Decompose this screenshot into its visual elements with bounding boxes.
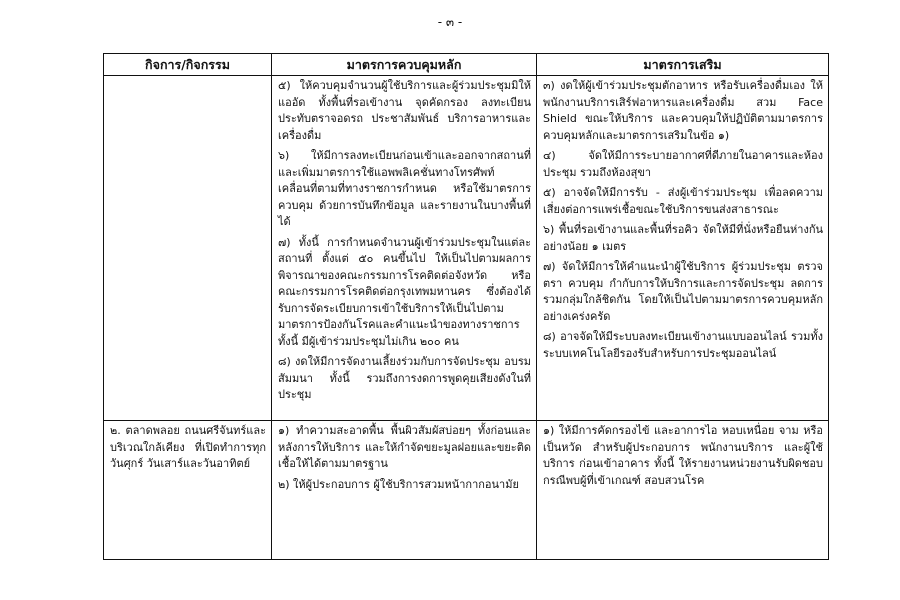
measure-item: ๖) พื้นที่รอเข้างานและพื้นที่รอคิว จัดให้มีที่นั่งหรือยืนห่างกันอย่างน้อย ๑ เมตร xyxy=(543,223,823,253)
measure-item: ๔) จัดให้มีการระบายอากาศที่ดีภายในอาคารและห้องประชุม รวมถึงห้องสุขา xyxy=(543,149,823,179)
measure-item: ๕) ให้ควบคุมจำนวนผู้ใช้บริการและผู้ร่วมประชุมมิให้แออัด ทั้งพื้นที่รอเข้างาน จุดคัดกรอง ลงทะเบียน ประทับตราจอดรถ ประชาสัมพันธ์ บริการอาหารและเครื่องดื่ม xyxy=(278,79,531,142)
measures-table xyxy=(103,53,829,560)
activity-cell: ๒. ตลาดพลอย ถนนศรีจันทร์และบริเวณใกล้เคียง ที่เปิดทำการทุกวันศุกร์ วันเสาร์และวันอาทิตย์ xyxy=(104,421,272,560)
measure-item: ๘) อาจจัดให้มีระบบลงทะเบียนเข้างานแบบออนไลน์ รวมทั้งระบบเทคโนโลยีรองรับสำหรับการประชุมออนไลน์ xyxy=(543,330,823,360)
supplementary-measures-cell xyxy=(537,421,829,560)
main-measures-cell xyxy=(272,76,537,421)
supplementary-measures-cell xyxy=(537,76,829,421)
header-main-measures: มาตรการควบคุมหลัก xyxy=(272,54,537,76)
table-row xyxy=(104,421,829,560)
measure-item: ๑) ทำความสะอาดพื้น พื้นผิวสัมผัสบ่อยๆ ทั้งก่อนและหลังการให้บริการ และให้กำจัดขยะมูลฝอยและขยะติดเชื้อให้ได้ตามมาตรฐาน xyxy=(278,424,531,470)
table-row xyxy=(104,76,829,421)
activity-cell xyxy=(104,76,272,421)
main-measures-cell xyxy=(272,421,537,560)
measure-item: ๗) ทั้งนี้ การกำหนดจำนวนผู้เข้าร่วมประชุมในแต่ละสถานที่ ตั้งแต่ ๕๐ คนขึ้นไป ให้เป็นไปตามผลการพิจารณาของคณะกรรมการโรคติดต่อจังหวัด หรือคณะกรรมการโรคติดต่อกรุงเทพมหานคร ซึ่งต้องได้รับการจัดระเบียบการเข้าใช้บริการให้เป็นไปตามมาตรการป้องกันโรคและคำแนะนำของทางราชการ ทั้งนี้ มีผู้เข้าร่วมประชุมไม่เกิน ๒๐๐ คน xyxy=(278,235,531,348)
table-header-row xyxy=(104,54,829,76)
measure-item: ๓) งดให้ผู้เข้าร่วมประชุมตักอาหาร หรือรับเครื่องดื่มเอง ให้พนักงานบริการเสิร์ฟอาหารและเครื่องดื่ม สวม Face Shield ขณะให้บริการ และควบคุมให้ปฏิบัติตามมาตรการควบคุมหลักและมาตรการเสริมในข้อ ๑) xyxy=(543,79,823,142)
page-number: - ๓ - xyxy=(437,15,463,29)
measure-item: ๘) งดให้มีการจัดงานเลี้ยงร่วมกับการจัดประชุม อบรม สัมมนา ทั้งนี้ รวมถึงการงดการพูดคุยเสียงดังในที่ประชุม xyxy=(278,355,531,401)
header-activity: กิจการ/กิจกรรม xyxy=(104,54,272,76)
measure-item: ๒) ให้ผู้ประกอบการ ผู้ใช้บริการสวมหน้ากากอนามัย xyxy=(278,477,519,491)
measure-item: ๑) ให้มีการคัดกรองไข้ และอาการไอ หอบเหนื่อย จาม หรือเป็นหวัด สำหรับผู้ประกอบการ พนักงานบริการ และผู้ใช้บริการ ก่อนเข้าอาคาร ทั้งนี้ ให้รายงานหน่วยงานรับผิดชอบ กรณีพบผู้ที่เข้าเกณฑ์ สอบสวนโรค xyxy=(543,424,823,487)
measure-item: ๗) จัดให้มีการให้คำแนะนำผู้ใช้บริการ ผู้ร่วมประชุม ตรวจตรา ควบคุม กำกับการให้บริการและการจัดประชุม ลดการรวมกลุ่มใกล้ชิดกัน โดยให้เป็นไปตามมาตรการควบคุมหลักอย่างเคร่งครัด xyxy=(543,260,823,323)
measure-item: ๕) อาจจัดให้มีการรับ - ส่งผู้เข้าร่วมประชุม เพื่อลดความเสี่ยงต่อการแพร่เชื้อขณะใช้บริการขนส่งสาธารณะ xyxy=(543,186,823,216)
header-supplementary-measures: มาตรการเสริม xyxy=(537,54,829,76)
measure-item: ๖) ให้มีการลงทะเบียนก่อนเข้าและออกจากสถานที่ และเพิ่มมาตรการใช้แอพพลิเคชั่นทางโทรศัพท์เคลื่อนที่ตามที่ทางราชการกำหนด หรือใช้มาตรการควบคุม ด้วยการบันทึกข้อมูล และรายงานในบางพื้นที่ได้ xyxy=(278,149,531,228)
